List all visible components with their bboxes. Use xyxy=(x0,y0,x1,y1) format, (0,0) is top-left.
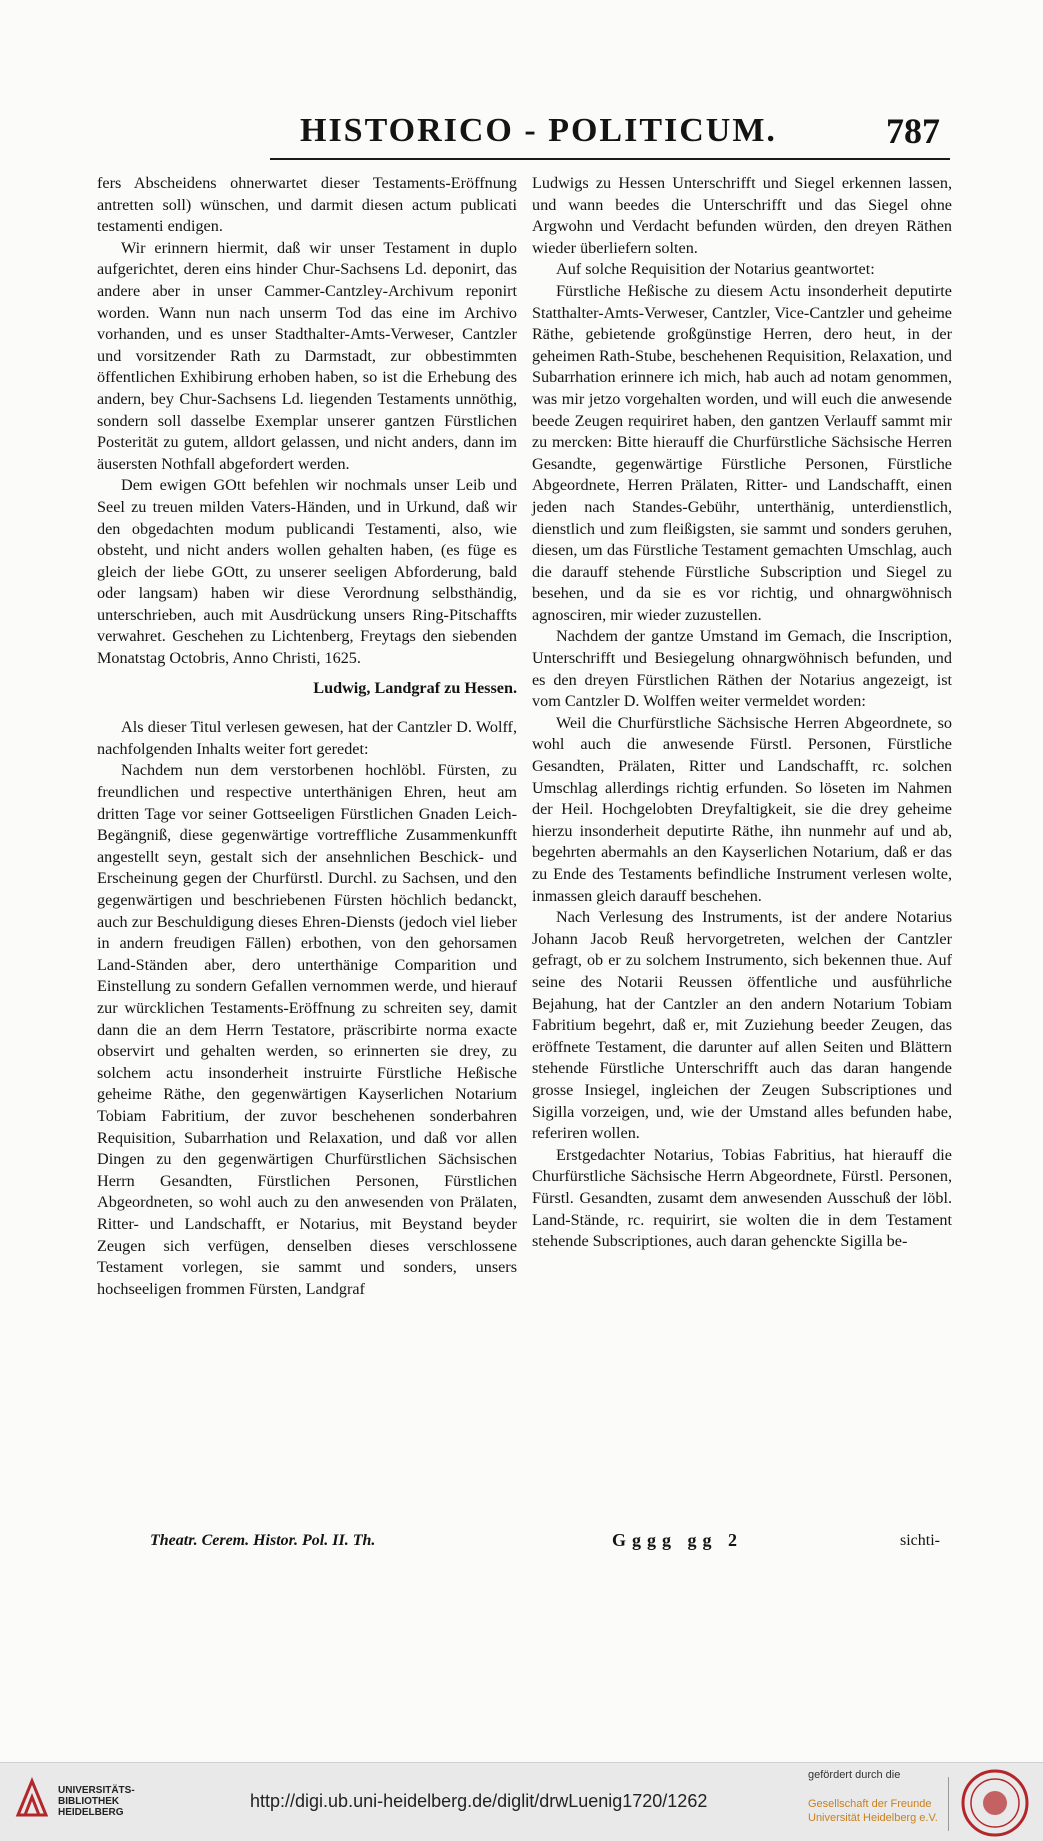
permalink-url[interactable]: http://digi.ub.uni-heidelberg.de/diglit/drwLuenig1720/1262 xyxy=(250,1791,708,1811)
paragraph: Nach Verlesung des Instruments, ist der andere Notarius Johann Jacob Reuß hervorgetreten, welchen der Cantzler gefragt, ob er zu solchem Instrumento, sich bekennen thue. Auf seine des Notarii Reussen öffentliche und ausführliche Bejahung, hat der Cantzler an den andern Notarium Tobiam Fabritium begehrt, daß er, mit Zuziehung beeder Zeugen, das eröffnete Testament, die darunter auf allen Seiten und Blättern stehende Fürstliche Unterschrifft auch das daran hangende grosse Insiegel, ingleichen der Zeugen Subscriptiones und Sigilla vorzeigen, und, wie der Umstand alles befunden habe, referiren wollen. xyxy=(532,908,952,1143)
paragraph: Nachdem der gantze Umstand im Gemach, die Inscription, Unterschrifft und Besiegelung ohnargwöhnisch befunden, und es den dreyen Fürstlichen Räthen der Notarius angezeigt, ist vom Cantzler D. Wolffen weiter vermeldet worden: xyxy=(532,627,952,711)
university-seal-icon[interactable] xyxy=(961,1769,1029,1837)
paragraph: fers Abscheidens ohnerwartet dieser Testaments-Eröffnung antretten soll) wünschen, und darmit diesen actum publicati testamenti endigen. xyxy=(97,174,517,236)
library-name[interactable]: UNIVERSITÄTS- BIBLIOTHEK HEIDELBERG xyxy=(58,1785,135,1818)
paragraph: Als dieser Titul verlesen gewesen, hat der Cantzler D. Wolff, nachfolgenden Inhalts weiter fort geredet: xyxy=(97,718,517,758)
sponsor-name[interactable]: Gesellschaft der Freunde Universität Heidelberg e.V. xyxy=(808,1798,938,1824)
paragraph: Fürstliche Heßische zu diesem Actu insonderheit deputirte Statthalter-Amts-Verweser, Cantzler, Vice-Cantzler und geheime Räthe, gebietende großgünstige Herren, dero heut, in der geheimen Rath-Stube, beschehenen Requisition, Relaxation, und Subarrhation erinnere ich mich, hab auch ad notam genommen, was mir jetzo vorgehalten worden, und will euch die anwesende beede Zeugen requiriret haben, den gantzen Verlauff sammt mir zu mercken: Bitte hierauff die Churfürstliche Sächsische Herren Gesandte, gegenwärtige Fürstliche Personen, Fürstliche Abgeordnete, Herren Prälaten, Ritter- und Landschafft, einen jeden nach Standes-Gebühr, unterthänig, unterdienstlich, dienstlich und zum fleißigsten, sie sammt und sonders geruhen, diesen, um das Fürstliche Testament gemachten Umschlag, auch die darauff stehende Fürstliche Subscription und Siegel zu besehen, und da sie es vor richtig, und ohnargwöhnisch agnosciren, mir wieder zuzustellen. xyxy=(532,281,952,624)
left-column xyxy=(97,173,517,1300)
catchword: sichti- xyxy=(900,1532,940,1549)
signature-mark: Gggg gg 2 xyxy=(612,1530,744,1550)
header-rule xyxy=(270,158,950,160)
running-title: HISTORICO - POLITICUM. xyxy=(300,112,777,149)
divider xyxy=(948,1777,949,1831)
right-column xyxy=(532,173,952,1253)
paragraph: Auf solche Requisition der Notarius geantwortet: xyxy=(556,260,875,279)
page-number: 787 xyxy=(886,111,940,151)
running-header xyxy=(270,112,950,160)
paragraph: Ludwigs zu Hessen Unterschrifft und Siegel erkennen lassen, und wann beedes die Unterschrifft und das Siegel ohne Argwohn und Verdacht befunden würden, den dreyen Räthen wieder überliefern solten. xyxy=(532,174,952,257)
paragraph: Dem ewigen GOtt befehlen wir nochmals unser Leib und Seel zu treuen milden Vaters-Händen, und in Urkund, daß wir den obgedachten modum publicandi Testamenti, also, wie obsteht, und nicht anders wollen gehalten haben, (es füge es gleich der liebe GOtt, zu unserer seeligen Abforderung, bald oder langsam) haben wir diese Verordnung selbsthändig, unterschrieben, auch mit Ausdrückung unsers Ring-Pitschaffts verwahret. Geschehen zu Lichtenberg, Freytags den siebenden Monatstag Octobris, Anno Christi, 1625. xyxy=(97,476,517,668)
paragraph: Nachdem nun dem verstorbenen hochlöbl. Fürsten, zu freundlichen und respective unterthänigen Ehren, heut am dritten Tage vor seiner Gottseeligen Fürstlichen Gnaden Leich-Begängniß, diese gegenwärtige vortreffliche Zusammenkunfft angestellt seyn, gestalt sich der ansehnlichen Beschick- und Erscheinung gegen der Churfürstl. Durchl. zu Sachsen, und den gegenwärtigen und beschriebenen Fürsten höchlich bedanckt, auch zur Beschuldigung dieses Ehren-Diensts (jedoch viel lieber in andern freudigen Fällen) erbothen, von den gehorsamen Land-Ständen aber, dero unterthänige Comparition und Einstellung zu sondern Gefallen vernommen werde, und hierauf zur würcklichen Testaments-Eröffnung zu schreiten sey, damit dann die an dem Herrn Testatore, präscribirte norma exacte observirt und gehalten werden, so erinnerten sie drey, zu solchem actu insonderheit instruirte Fürstliche Heßische geheime Räthe, den gegenwärtigen Kayserlichen Notarium Tobiam Fabritium, der zuvor beschehenen sonderbahren Requisition, Subarrhation und Relaxation, und daß vor allen Dingen zu den gegenwärtigen Churfürstlichen Sächsischen Herrn Gesandten, Fürstlichen Personen, Fürstlichen Abgeordneten, so wohl auch zu den anwesenden von Prälaten, Ritter- und Landschafft, er Notarius, mit Beystand beyder Zeugen sich verfügen, denselben dieses verschlossene Testament vorlegen, sie sammt und sonders, unsers hochseeligen frommen Fürsten, Landgraf xyxy=(97,761,517,1298)
sponsor-label: gefördert durch die xyxy=(808,1769,901,1781)
signature-line: Ludwig, Landgraf zu Hessen. xyxy=(313,678,517,697)
paragraph: Wir erinnern hiermit, daß wir unser Testament in duplo aufgerichtet, deren eins hinder Chur-Sachsens Ld. deponirt, das andere aber in unser Cammer-Cantzley-Archivum reponirt worden. Wann nun nach unserm Tod das eine im Archivo vorhanden, und es unser Stadthalter-Amts-Verweser, Cantzler und vorsitzender Rath zu Darmstadt, zur obbestimmten öffentlichen Exhibirung erhoben haben, so ist die Erhebung des andern, bey Chur-Sachsens Ld. liegenden Testaments unnöthig, sondern soll dasselbe Exemplar unserer gantzen Fürstlichen Posterität zu gutem, alldort gelassen, und nicht anders, dann im äusersten Nothfall abgefordert werden. xyxy=(97,238,517,473)
viewer-footer-bar xyxy=(0,1762,1043,1841)
footer-note: Theatr. Cerem. Histor. Pol. II. Th. xyxy=(150,1532,376,1549)
paragraph: Erstgedachter Notarius, Tobias Fabritius, hat hierauff die Churfürstliche Sächsische Herrn Abgeordnete, Fürstl. Personen, Fürstl. Gesandten, zusamt dem anwesenden Ausschuß der löbl. Land-Stände, rc. requirirt, sie wolten die in dem Testament stehende Subscriptiones, auch daran gehenckte Sigilla be- xyxy=(532,1145,952,1251)
library-logo-icon[interactable] xyxy=(12,1775,52,1825)
paragraph: Weil die Churfürstliche Sächsische Herren Abgeordnete, so wohl auch die anwesende Fürstl. Personen, Fürstliche Gesandten, Prälaten, Ritter und Landschafft, rc. solchen Umschlag allerdings richtig erfunden. So löseten im Nahmen der Heil. Hochgelobten Dreyfaltigkeit, sie die drey geheime hierzu insonderheit deputirte Räthe, ihn nunmehr auf und ab, begehrten abermahls an den Kayserlichen Notarium, daß er das zu Ende des Testaments befindliche Instrument verlesen wolte, inmassen gleich darauff beschehen. xyxy=(532,713,952,905)
